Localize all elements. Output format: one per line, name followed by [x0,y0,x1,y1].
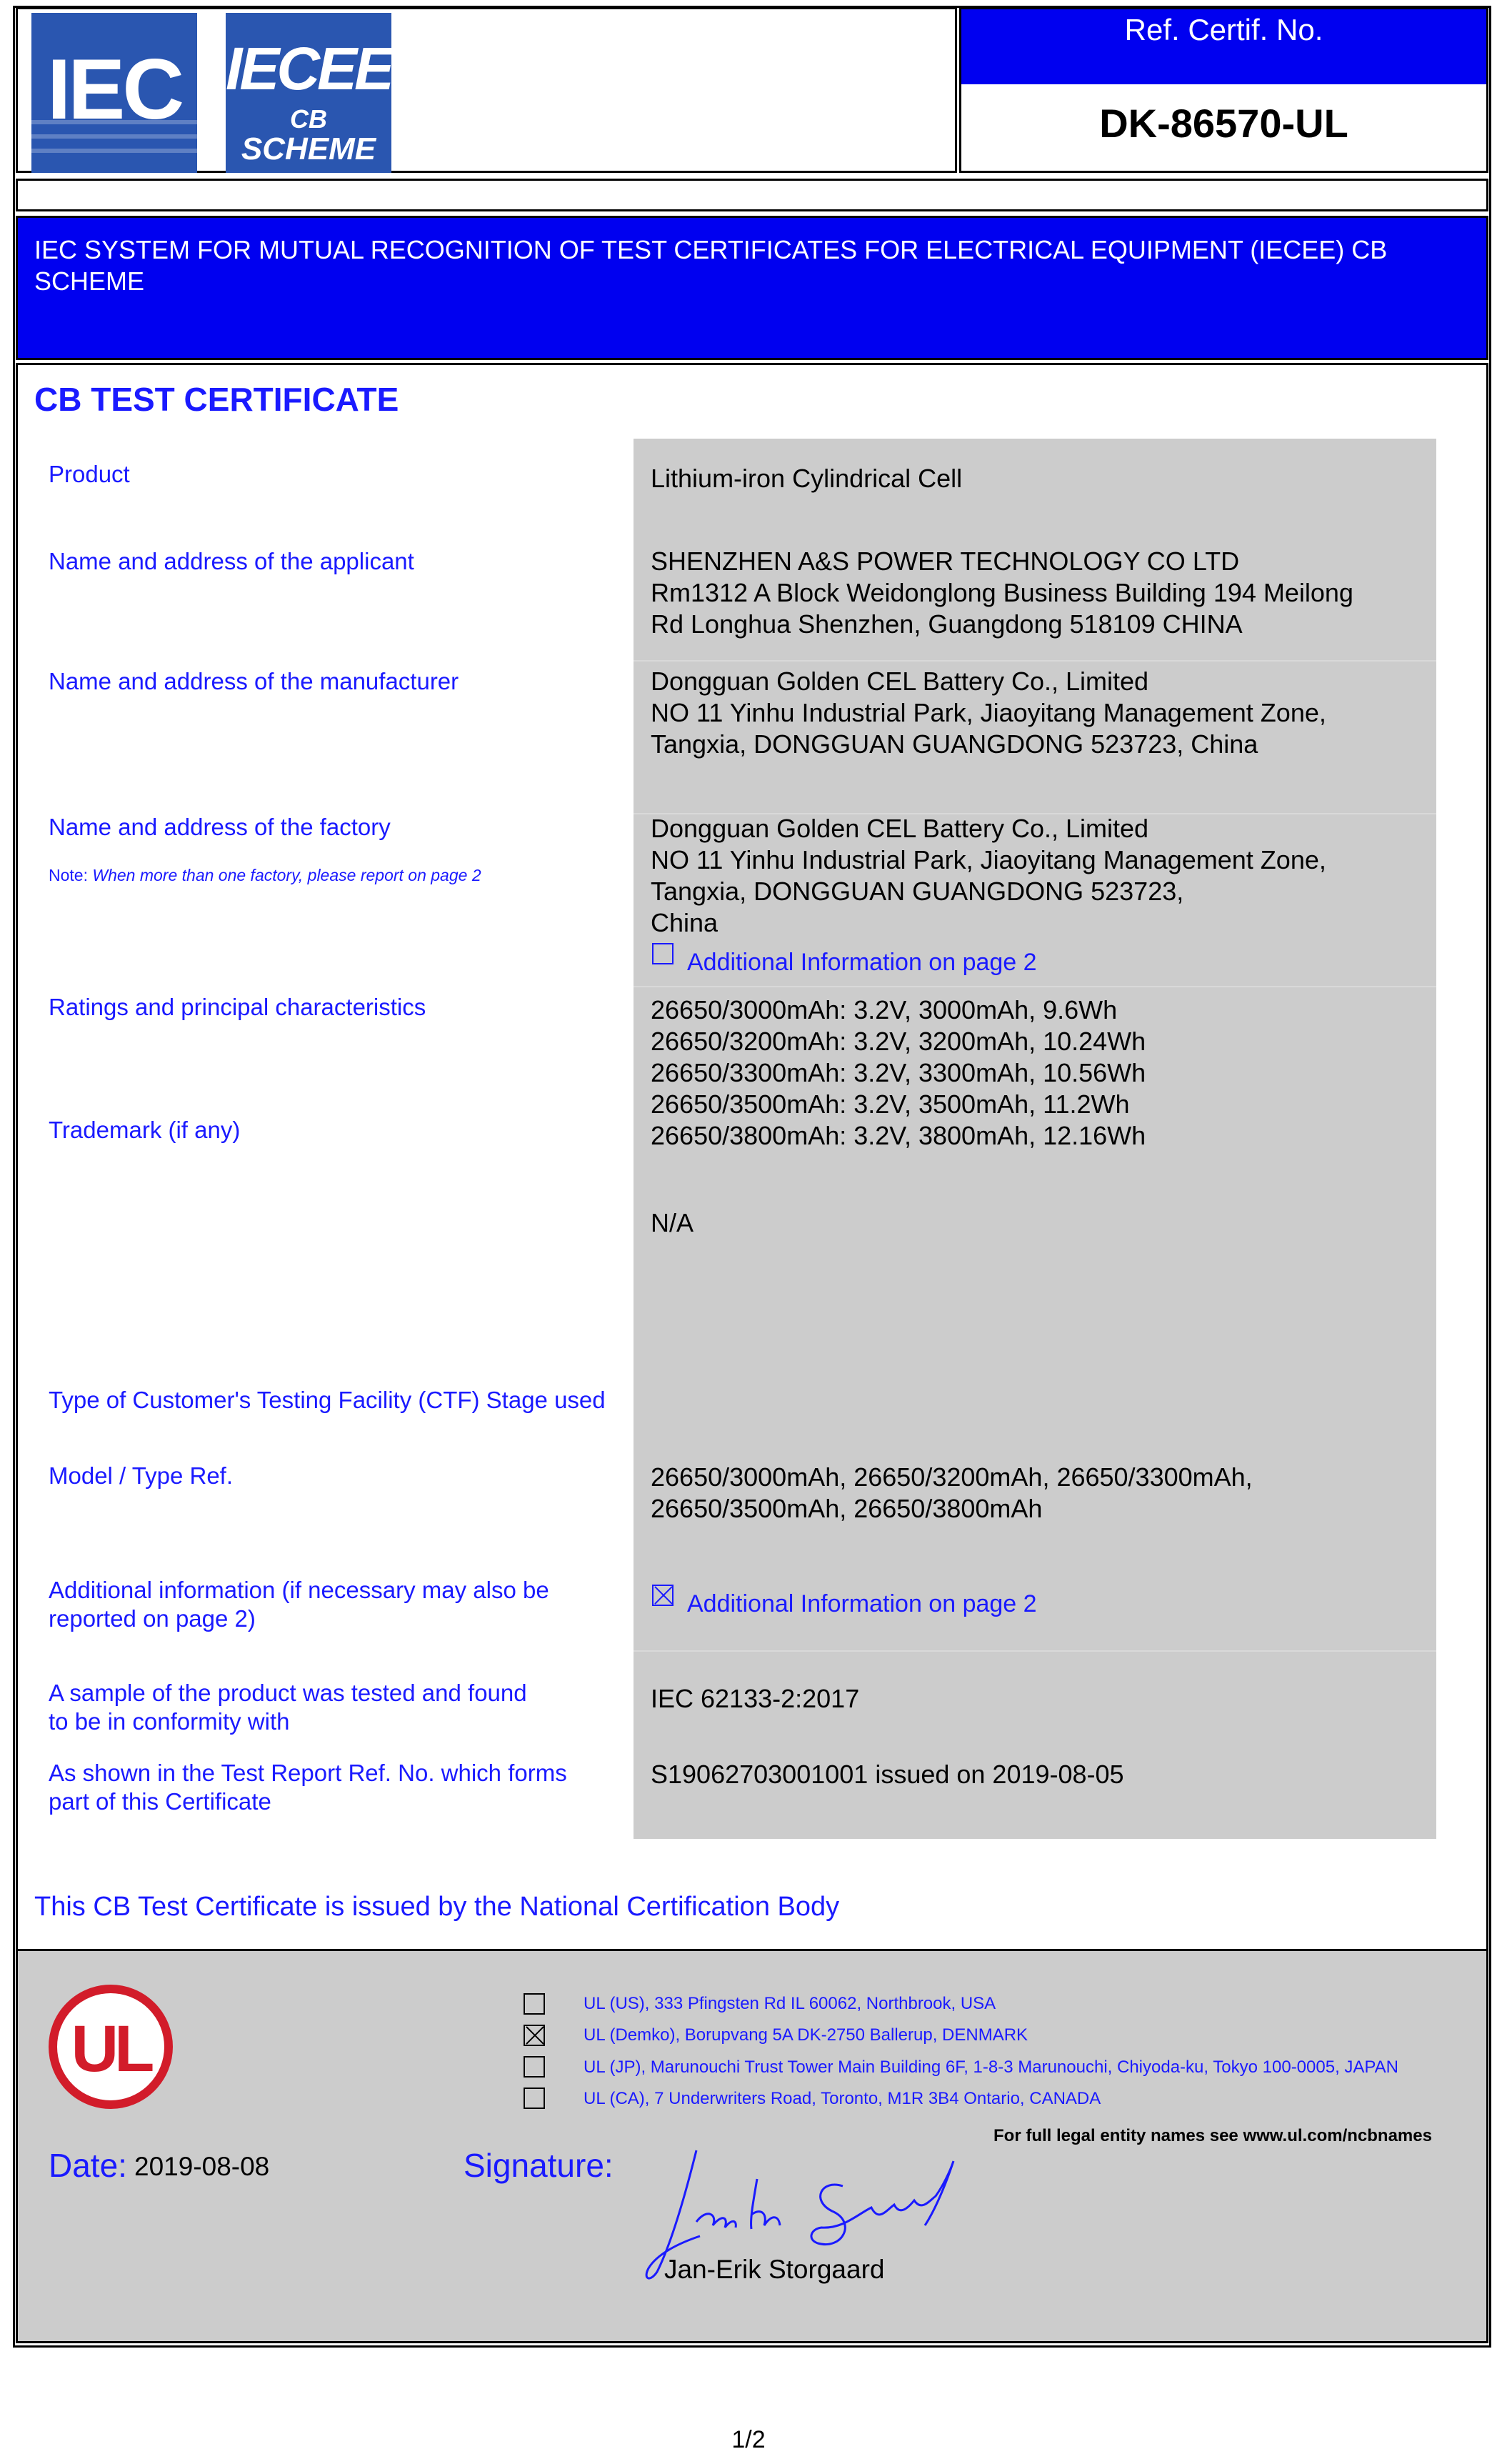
model-line: 26650/3500mAh, 26650/3800mAh [651,1494,1043,1523]
office-us: UL (US), 333 Pfingsten Rd IL 60062, Northbrook, USA [584,1994,996,2013]
factory-additional-info-label: Additional Information on page 2 [687,949,1037,976]
additional-info-value: Additional Information on page 2 [687,1590,1037,1617]
rating-line: 26650/3200mAh: 3.2V, 3200mAh, 10.24Wh [651,1027,1146,1056]
iec-logo [31,13,197,173]
date-label: Date: [49,2147,127,2184]
office-demko: UL (Demko), Borupvang 5A DK-2750 Ballerup, DENMARK [584,2025,1028,2045]
factory-note-prefix: Note: [49,866,88,884]
separator-bar [16,179,1488,211]
office-checkbox-us[interactable] [524,1993,545,2015]
factory-value [651,813,1326,939]
certificate-title: CB TEST CERTIFICATE [34,381,399,418]
factory-line: Dongguan Golden CEL Battery Co., Limited [651,814,1149,843]
rating-line: 26650/3000mAh: 3.2V, 3000mAh, 9.6Wh [651,995,1118,1024]
page-number: 1/2 [731,2426,766,2453]
additional-info-checkbox[interactable] [652,1585,674,1606]
conformity-label-line: to be in conformity with [49,1708,290,1735]
rating-line: 26650/3500mAh: 3.2V, 3500mAh, 11.2Wh [651,1089,1130,1119]
signatory-name: Jan-Erik Storgaard [664,2255,885,2284]
trademark-value: N/A [651,1208,694,1237]
rating-line: 26650/3800mAh: 3.2V, 3800mAh, 12.16Wh [651,1121,1146,1150]
product-label: Product [49,461,130,487]
manufacturer-value [651,666,1326,760]
scheme-logo-text: SCHEME [241,131,376,166]
ul-logo-text: UL [71,2012,151,2085]
manufacturer-line: NO 11 Yinhu Industrial Park, Jiaoyitang Management Zone, [651,698,1326,727]
office-checkbox-ca[interactable] [524,2088,545,2109]
product-value: Lithium-iron Cylindrical Cell [651,464,963,493]
ratings-value [651,994,1146,1152]
model-label: Model / Type Ref. [49,1462,234,1489]
test-report-label [49,1759,567,1816]
conformity-label [49,1679,527,1736]
applicant-label: Name and address of the applicant [49,548,414,574]
factory-label: Name and address of the factory [49,814,391,840]
row-divider [634,986,1436,987]
applicant-line: Rm1312 A Block Weidonglong Business Building 194 Meilong [651,578,1353,607]
additional-info-label-line: Additional information (if necessary may also be [49,1577,549,1603]
office-jp: UL (JP), Marunouchi Trust Tower Main Building 6F, 1-8-3 Marunouchi, Chiyoda-ku, Tokyo 100-0005, JAPAN [584,2058,1398,2077]
model-line: 26650/3000mAh, 26650/3200mAh, 26650/3300mAh, [651,1462,1253,1492]
ul-logo [49,1985,173,2109]
reference-label: Ref. Certif. No. [1124,13,1323,46]
trademark-label: Trademark (if any) [49,1117,241,1143]
additional-info-label [49,1576,549,1633]
iec-logo-text: IEC [46,41,182,137]
test-report-value: S19062703001001 issued on 2019-08-05 [651,1760,1124,1789]
row-divider [634,660,1436,662]
signature-label: Signature: [464,2147,614,2184]
additional-info-label-line: reported on page 2) [49,1605,256,1632]
applicant-line: Rd Longhua Shenzhen, Guangdong 518109 CHINA [651,609,1243,639]
conformity-label-line: A sample of the product was tested and found [49,1680,527,1706]
factory-line: NO 11 Yinhu Industrial Park, Jiaoyitang Management Zone, [651,845,1326,874]
test-report-label-line: As shown in the Test Report Ref. No. which forms [49,1760,567,1786]
office-checkbox-demko[interactable] [524,2025,545,2046]
rating-line: 26650/3300mAh: 3.2V, 3300mAh, 10.56Wh [651,1058,1146,1087]
ratings-label: Ratings and principal characteristics [49,994,426,1020]
legal-entity-note: For full legal entity names see www.ul.com/ncbnames [993,2126,1432,2145]
cb-logo-text: CB [290,104,327,134]
factory-note [49,866,481,885]
test-report-label-line: part of this Certificate [49,1788,271,1815]
conformity-standard: IEC 62133-2:2017 [651,1684,860,1713]
factory-additional-info-checkbox[interactable] [652,943,674,964]
applicant-line: SHENZHEN A&S POWER TECHNOLOGY CO LTD [651,547,1240,576]
office-checkbox-jp[interactable] [524,2056,545,2078]
ctf-label: Type of Customer's Testing Facility (CTF) Stage used [49,1387,606,1413]
office-ca: UL (CA), 7 Underwriters Road, Toronto, M1R 3B4 Ontario, CANADA [584,2089,1101,2108]
model-value [651,1462,1253,1525]
row-divider [634,1650,1436,1652]
date-value: 2019-08-08 [134,2152,270,2181]
reference-number: DK-86570-UL [1099,101,1348,146]
iecee-logo-text: IECEE [226,35,392,102]
factory-line: China [651,908,719,937]
manufacturer-line: Tangxia, DONGGUAN GUANGDONG 523723, China [651,729,1258,759]
system-title: IEC SYSTEM FOR MUTUAL RECOGNITION OF TEST CERTIFICATES FOR ELECTRICAL EQUIPMENT (IECEE) CB SCHEME [34,235,1388,296]
issued-by-statement: This CB Test Certificate is issued by the National Certification Body [34,1892,840,1922]
factory-line: Tangxia, DONGGUAN GUANGDONG 523723, [651,877,1184,906]
manufacturer-line: Dongguan Golden CEL Battery Co., Limited [651,667,1149,696]
manufacturer-label: Name and address of the manufacturer [49,668,459,694]
iecee-cb-scheme-logo [226,13,391,173]
factory-note-text: When more than one factory, please report on page 2 [92,866,481,884]
applicant-value [651,546,1353,640]
